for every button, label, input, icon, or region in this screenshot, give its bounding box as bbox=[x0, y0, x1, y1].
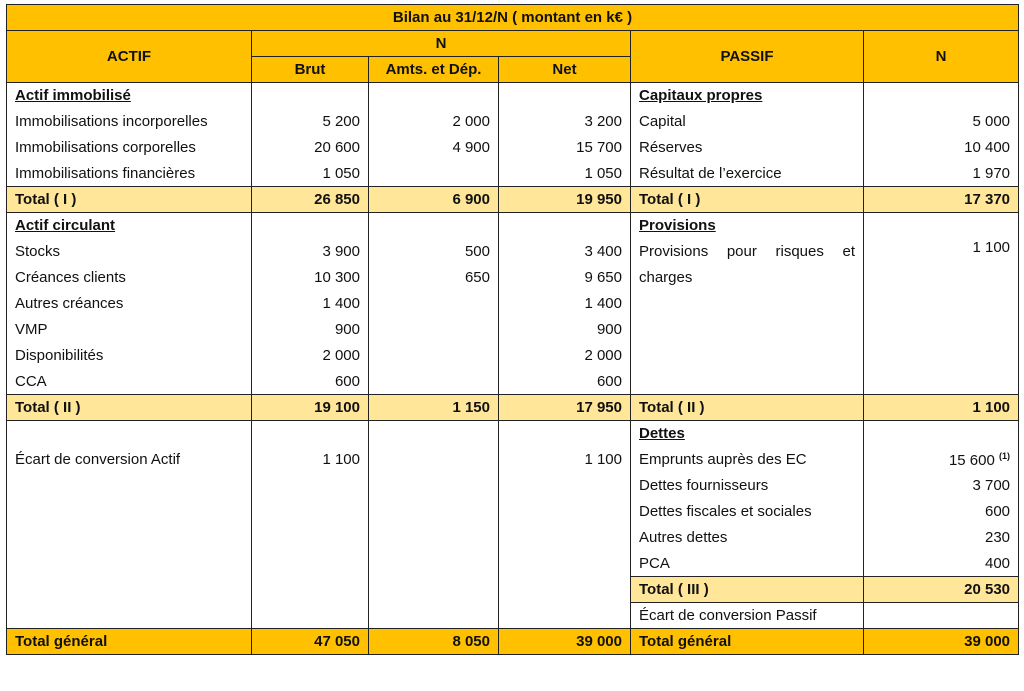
row-label: Créances clients bbox=[7, 265, 252, 291]
grand-total-brut: 47 050 bbox=[252, 629, 369, 655]
capitaux-propres-heading: Capitaux propres bbox=[631, 83, 864, 109]
table-title: Bilan au 31/12/N ( montant en k€ ) bbox=[7, 5, 1019, 31]
net-value: 2 000 bbox=[499, 343, 631, 369]
ecart-passif-value bbox=[864, 603, 1019, 629]
net-value: 1 400 bbox=[499, 291, 631, 317]
amts-value bbox=[369, 369, 499, 395]
row-label: CCA bbox=[7, 369, 252, 395]
brut-value: 3 900 bbox=[252, 239, 369, 265]
passif-total-value: 1 100 bbox=[864, 395, 1019, 421]
balance-sheet-table bbox=[6, 4, 1019, 655]
total-net: 17 950 bbox=[499, 395, 631, 421]
grand-total-label: Total général bbox=[7, 629, 252, 655]
passif-label: Dettes fiscales et sociales bbox=[631, 499, 864, 525]
amts-value: 500 bbox=[369, 239, 499, 265]
amts-header: Amts. et Dép. bbox=[369, 57, 499, 83]
table-row bbox=[7, 447, 1019, 473]
table-row bbox=[7, 421, 1019, 447]
actif-immobilise-heading: Actif immobilisé bbox=[7, 83, 252, 109]
passif-label: Capital bbox=[631, 109, 864, 135]
amts-value bbox=[369, 317, 499, 343]
table-row bbox=[7, 525, 1019, 551]
table-row bbox=[7, 603, 1019, 629]
net-value: 9 650 bbox=[499, 265, 631, 291]
n-header: N bbox=[252, 31, 631, 57]
passif-label: Emprunts auprès des EC bbox=[631, 447, 864, 473]
row-label: Disponibilités bbox=[7, 343, 252, 369]
grand-total-amts: 8 050 bbox=[369, 629, 499, 655]
passif-label: Résultat de l’exercice bbox=[631, 161, 864, 187]
table-row bbox=[7, 499, 1019, 525]
passif-value: 5 000 bbox=[864, 109, 1019, 135]
table-row bbox=[7, 473, 1019, 499]
provisions-heading: Provisions bbox=[631, 213, 864, 239]
net-value: 1 050 bbox=[499, 161, 631, 187]
table-row bbox=[7, 135, 1019, 161]
amts-value bbox=[369, 291, 499, 317]
passif-total-value: 20 530 bbox=[864, 577, 1019, 603]
footnote-marker: (1) bbox=[999, 450, 1011, 461]
row-label: Stocks bbox=[7, 239, 252, 265]
passif-total-label: Total ( I ) bbox=[631, 187, 864, 213]
passif-total-label: Total ( III ) bbox=[631, 577, 864, 603]
net-value: 3 400 bbox=[499, 239, 631, 265]
brut-value: 2 000 bbox=[252, 343, 369, 369]
row-label: Immobilisations financières bbox=[7, 161, 252, 187]
table-row bbox=[7, 551, 1019, 577]
brut-header: Brut bbox=[252, 57, 369, 83]
total-brut: 19 100 bbox=[252, 395, 369, 421]
passif-value: 600 bbox=[864, 499, 1019, 525]
ecart-actif-net: 1 100 bbox=[499, 447, 631, 473]
passif-value: 230 bbox=[864, 525, 1019, 551]
total-amts: 1 150 bbox=[369, 395, 499, 421]
total-net: 19 950 bbox=[499, 187, 631, 213]
row-label: VMP bbox=[7, 317, 252, 343]
actif-circulant-heading: Actif circulant bbox=[7, 213, 252, 239]
grand-total-row bbox=[7, 629, 1019, 655]
amts-value: 650 bbox=[369, 265, 499, 291]
table-row bbox=[7, 109, 1019, 135]
passif-value: 400 bbox=[864, 551, 1019, 577]
passif-label: Autres dettes bbox=[631, 525, 864, 551]
brut-value: 900 bbox=[252, 317, 369, 343]
brut-value: 1 050 bbox=[252, 161, 369, 187]
total-row bbox=[7, 187, 1019, 213]
total-label: Total ( I ) bbox=[7, 187, 252, 213]
amts-value: 4 900 bbox=[369, 135, 499, 161]
table-row bbox=[7, 161, 1019, 187]
amts-value: 2 000 bbox=[369, 109, 499, 135]
row-label: Immobilisations incorporelles bbox=[7, 109, 252, 135]
amts-value bbox=[369, 161, 499, 187]
ecart-passif-label: Écart de conversion Passif bbox=[631, 603, 864, 629]
row-label: Autres créances bbox=[7, 291, 252, 317]
table-row bbox=[7, 577, 1019, 603]
net-value: 3 200 bbox=[499, 109, 631, 135]
net-header: Net bbox=[499, 57, 631, 83]
passif-n-header: N bbox=[864, 31, 1019, 83]
passif-label: PCA bbox=[631, 551, 864, 577]
dettes-heading: Dettes bbox=[631, 421, 864, 447]
passif-value bbox=[864, 447, 1019, 473]
passif-label: Réserves bbox=[631, 135, 864, 161]
total-amts: 6 900 bbox=[369, 187, 499, 213]
passif-label: Dettes fournisseurs bbox=[631, 473, 864, 499]
brut-value: 1 400 bbox=[252, 291, 369, 317]
total-row bbox=[7, 395, 1019, 421]
passif-header: PASSIF bbox=[631, 31, 864, 83]
brut-value: 600 bbox=[252, 369, 369, 395]
passif-value-number: 15 600 bbox=[948, 451, 995, 469]
ecart-actif-brut: 1 100 bbox=[252, 447, 369, 473]
table-row bbox=[7, 83, 1019, 109]
table-row bbox=[7, 239, 1019, 265]
provisions-label: Provisions pour risques et charges bbox=[631, 239, 864, 395]
brut-value: 20 600 bbox=[252, 135, 369, 161]
row-label: Immobilisations corporelles bbox=[7, 135, 252, 161]
passif-value: 1 970 bbox=[864, 161, 1019, 187]
passif-grand-total-value: 39 000 bbox=[864, 629, 1019, 655]
actif-header: ACTIF bbox=[7, 31, 252, 83]
net-value: 600 bbox=[499, 369, 631, 395]
passif-value: 10 400 bbox=[864, 135, 1019, 161]
ecart-actif-label: Écart de conversion Actif bbox=[7, 447, 252, 473]
passif-value: 3 700 bbox=[864, 473, 1019, 499]
brut-value: 5 200 bbox=[252, 109, 369, 135]
total-label: Total ( II ) bbox=[7, 395, 252, 421]
net-value: 15 700 bbox=[499, 135, 631, 161]
brut-value: 10 300 bbox=[252, 265, 369, 291]
passif-total-label: Total ( II ) bbox=[631, 395, 864, 421]
total-brut: 26 850 bbox=[252, 187, 369, 213]
net-value: 900 bbox=[499, 317, 631, 343]
passif-grand-total-label: Total général bbox=[631, 629, 864, 655]
table-row bbox=[7, 213, 1019, 239]
passif-total-value: 17 370 bbox=[864, 187, 1019, 213]
amts-value bbox=[369, 343, 499, 369]
provisions-value: 1 100 bbox=[864, 239, 1019, 395]
grand-total-net: 39 000 bbox=[499, 629, 631, 655]
